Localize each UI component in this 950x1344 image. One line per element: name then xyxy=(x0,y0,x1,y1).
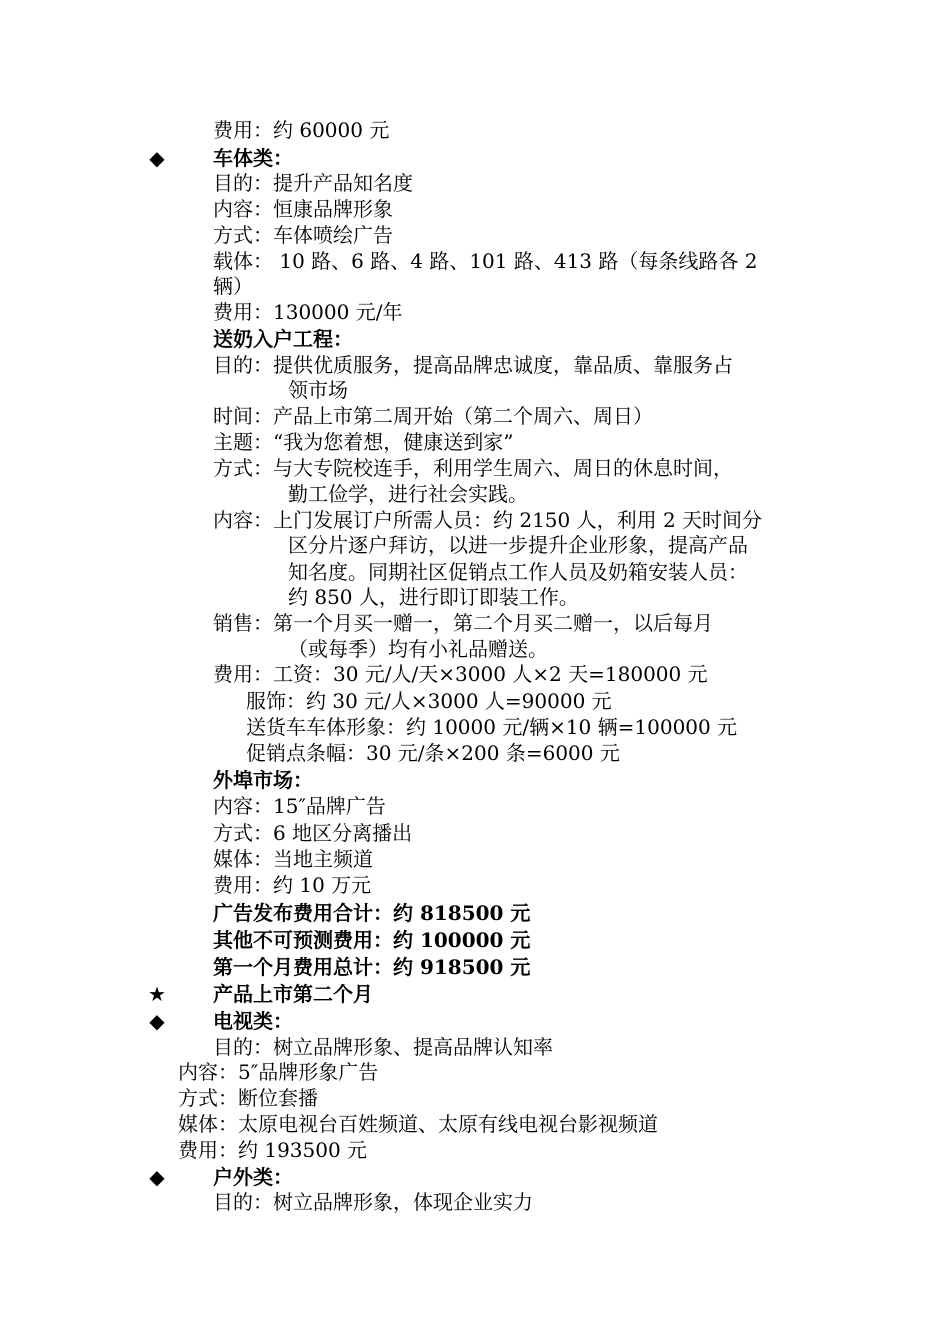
text-line: 费用：约 10 万元 xyxy=(213,873,372,897)
text-line: 媒体：太原电视台百姓频道、太原有线电视台影视频道 xyxy=(178,1112,658,1136)
text-line: 目的：提升产品知名度 xyxy=(213,171,413,195)
text-line: 领市场 xyxy=(288,378,348,402)
section-heading: 外埠市场： xyxy=(213,768,313,792)
text-line: 方式：车体喷绘广告 xyxy=(213,223,393,247)
text-line: 时间：产品上市第二周开始（第二个周六、周日） xyxy=(213,404,653,428)
text-line: 目的：树立品牌形象，体现企业实力 xyxy=(213,1190,533,1214)
text-line: 目的：树立品牌形象、提高品牌认知率 xyxy=(213,1035,553,1059)
text-line: 方式：断位套播 xyxy=(178,1086,318,1110)
text-line: 勤工俭学，进行社会实践。 xyxy=(288,482,528,506)
text-line: （或每季）均有小礼品赠送。 xyxy=(288,637,548,661)
text-line: 主题：“我为您着想，健康送到家” xyxy=(213,430,514,454)
text-line: 送货车车体形象：约 10000 元/辆×10 辆=100000 元 xyxy=(246,715,738,739)
text-line: 内容：上门发展订户所需人员：约 2150 人，利用 2 天时间分 xyxy=(213,508,763,532)
text-line: 目的：提供优质服务，提高品牌忠诚度，靠品质、靠服务占 xyxy=(213,353,733,377)
section-heading: 其他不可预测费用：约 100000 元 xyxy=(213,928,531,952)
section-heading: 产品上市第二个月 xyxy=(213,982,373,1006)
section-heading: 车体类： xyxy=(213,146,293,170)
diamond-bullet-icon: ◆ xyxy=(149,146,165,170)
text-line: 费用：130000 元/年 xyxy=(213,300,403,324)
section-heading: 送奶入户工程： xyxy=(213,327,353,351)
text-line: 费用：约 193500 元 xyxy=(178,1138,368,1162)
text-line: 知名度。同期社区促销点工作人员及奶箱安装人员： xyxy=(288,560,748,584)
section-heading: 第一个月费用总计：约 918500 元 xyxy=(213,955,531,979)
text-line: 约 850 人，进行即订即装工作。 xyxy=(288,585,579,609)
text-line: 费用：工资：30 元/人/天×3000 人×2 天=180000 元 xyxy=(213,662,708,686)
text-line: 载体： 10 路、6 路、4 路、101 路、413 路（每条线路各 2 xyxy=(213,249,758,273)
text-line: 内容：恒康品牌形象 xyxy=(213,197,393,221)
diamond-bullet-icon: ◆ xyxy=(149,1165,165,1189)
section-heading: 广告发布费用合计：约 818500 元 xyxy=(213,901,531,925)
text-line: 促销点条幅：30 元/条×200 条=6000 元 xyxy=(246,741,620,765)
text-line: 方式：6 地区分离播出 xyxy=(213,821,413,845)
text-line: 内容：15″品牌广告 xyxy=(213,794,386,818)
text-line: 服饰：约 30 元/人×3000 人=90000 元 xyxy=(246,689,612,713)
star-bullet-icon: ★ xyxy=(148,982,166,1006)
text-line: 销售：第一个月买一赠一，第二个月买二赠一，以后每月 xyxy=(213,611,713,635)
diamond-bullet-icon: ◆ xyxy=(149,1009,165,1033)
text-line: 方式：与大专院校连手，利用学生周六、周日的休息时间， xyxy=(213,456,733,480)
text-line: 内容：5″品牌形象广告 xyxy=(178,1060,379,1084)
text-line: 媒体：当地主频道 xyxy=(213,847,373,871)
text-line: 区分片逐户拜访，以进一步提升企业形象，提高产品 xyxy=(288,533,748,557)
section-heading: 电视类： xyxy=(213,1009,293,1033)
text-line: 辆） xyxy=(213,274,253,298)
text-line: 费用：约 60000 元 xyxy=(213,118,390,142)
section-heading: 户外类： xyxy=(213,1165,293,1189)
